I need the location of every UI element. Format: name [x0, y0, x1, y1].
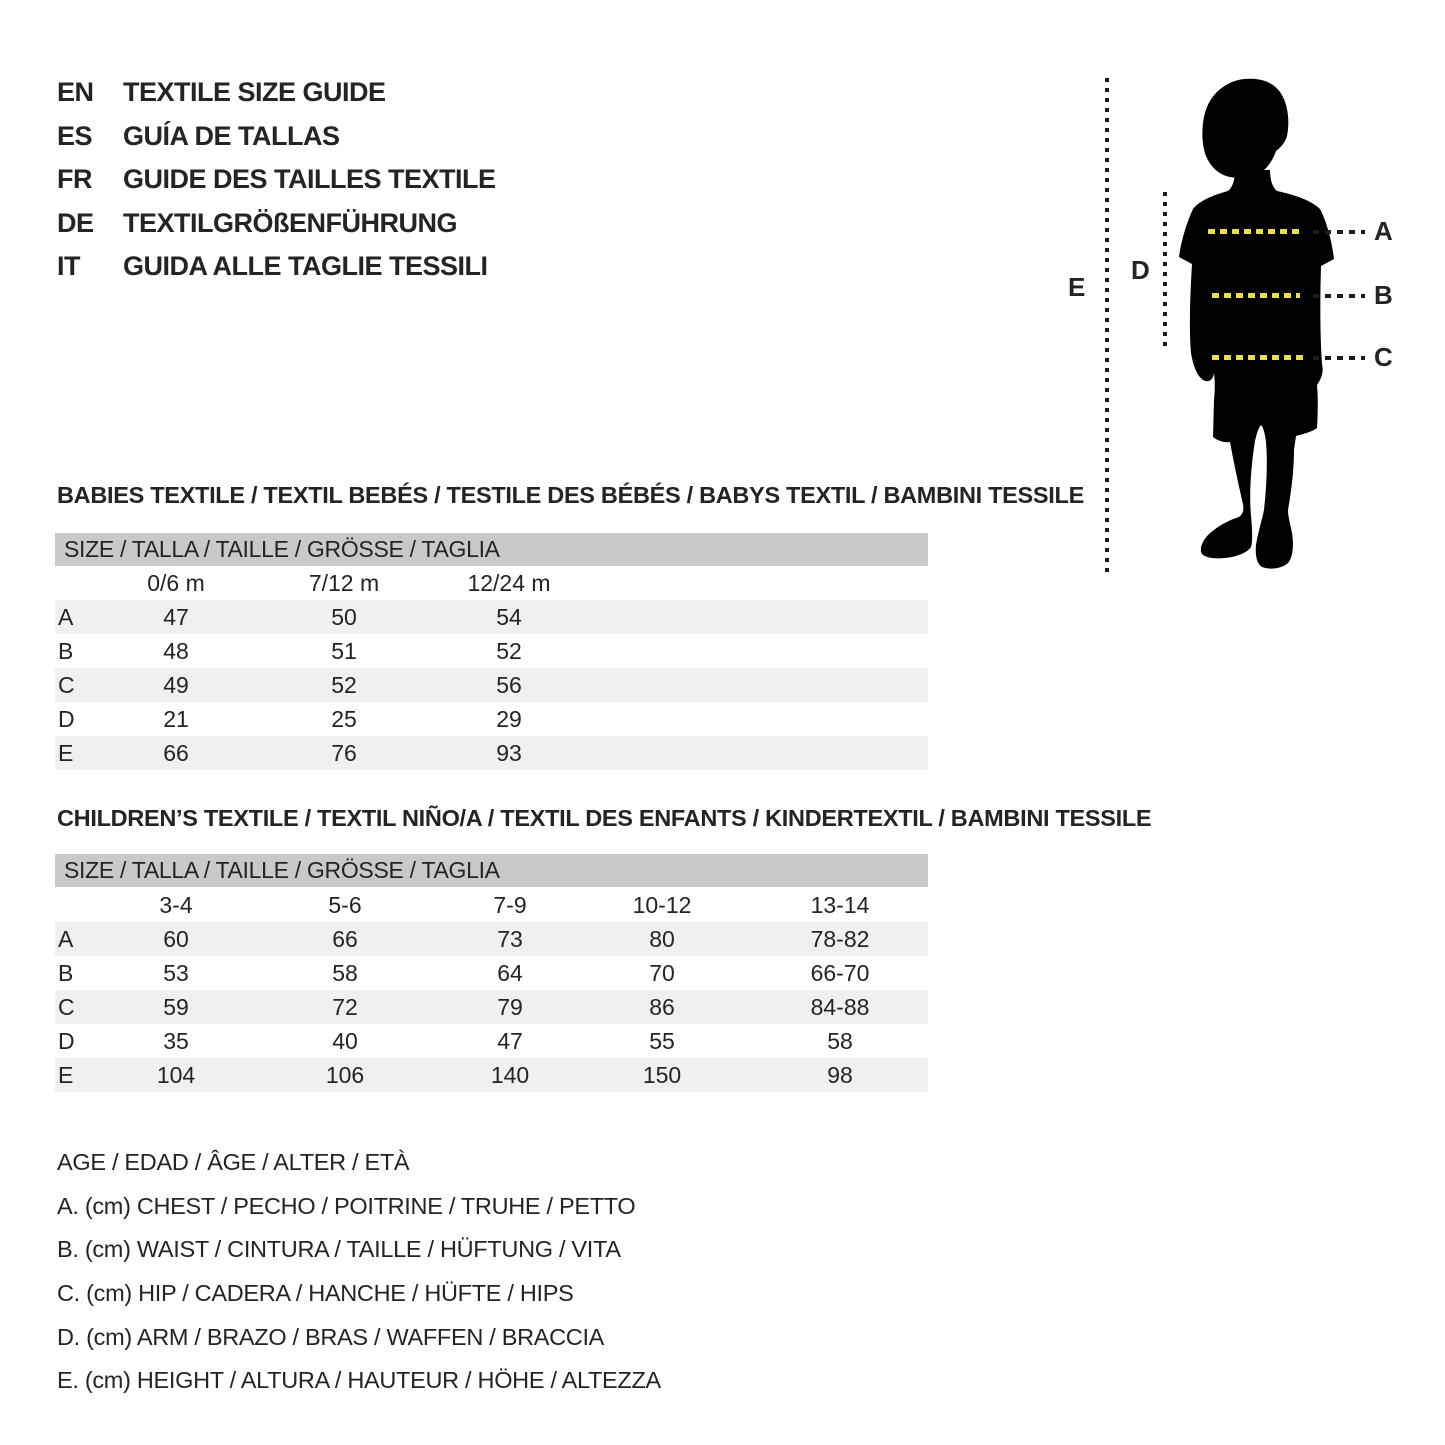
guide-title: TEXTILE SIZE GUIDE — [123, 77, 386, 108]
title-row-it — [57, 245, 496, 289]
legend-arm: D. (cm) ARM / BRAZO / BRAS / WAFFEN / BRACCIA — [57, 1323, 605, 1350]
size-value-cell: 52 — [496, 638, 522, 664]
language-code: FR — [57, 164, 92, 195]
row-label: C — [58, 672, 75, 698]
size-value-cell: 54 — [496, 604, 522, 630]
title-row-de — [57, 202, 496, 246]
waist-measure-line-B — [1212, 293, 1300, 298]
guide-title: GUIDE DES TAILLES TEXTILE — [123, 164, 496, 195]
size-value-cell: 80 — [649, 926, 675, 952]
children-column-headers — [55, 888, 928, 922]
hip-measure-leader-C — [1313, 356, 1365, 360]
size-value-cell: 52 — [331, 672, 357, 698]
size-value-cell: 70 — [649, 960, 675, 986]
size-value-cell: 66 — [332, 926, 358, 952]
table-row-E — [55, 736, 928, 770]
size-value-cell: 104 — [156, 1062, 196, 1088]
measure-label-e: E — [1068, 272, 1086, 302]
size-value-cell: 58 — [827, 1028, 853, 1054]
legend-hip: C. (cm) HIP / CADERA / HANCHE / HÜFTE / HIPS — [57, 1280, 574, 1307]
guide-title: TEXTILGRÖßENFÜHRUNG — [123, 207, 457, 238]
size-value-cell: 59 — [163, 994, 189, 1020]
row-label: D — [58, 706, 75, 732]
children-section-title: CHILDREN’S TEXTILE / TEXTIL NIÑO/A / TEXTIL DES ENFANTS / KINDERTEXTIL / BAMBINI TESSILE — [57, 805, 1152, 831]
row-label: D — [58, 1028, 75, 1054]
size-value-cell: 73 — [497, 926, 523, 952]
size-value-cell: 35 — [163, 1028, 189, 1054]
language-title-list — [57, 71, 496, 289]
size-value-cell: 49 — [163, 672, 189, 698]
size-value-cell: 98 — [827, 1062, 853, 1088]
size-value-cell: 58 — [332, 960, 358, 986]
measure-label-b: B — [1374, 280, 1393, 310]
size-value-cell: 84-88 — [810, 994, 870, 1020]
language-code: DE — [57, 207, 94, 238]
row-label: E — [58, 740, 74, 766]
size-value-cell: 72 — [332, 994, 358, 1020]
table-row-E — [55, 1058, 928, 1092]
size-value-cell: 53 — [163, 960, 189, 986]
table-row-B — [55, 956, 928, 990]
table-row-D — [55, 702, 928, 736]
guide-title: GUIDA ALLE TAGLIE TESSILI — [123, 251, 488, 282]
babies-size-header-bar: SIZE / TALLA / TAILLE / GRÖSSE / TAGLIA — [55, 533, 928, 566]
row-label: A — [58, 604, 74, 630]
size-value-cell: 50 — [331, 604, 357, 630]
size-value-cell: 93 — [496, 740, 522, 766]
table-row-A — [55, 600, 928, 634]
row-label: C — [58, 994, 75, 1020]
column-header: 0/6 m — [147, 570, 205, 596]
babies-size-table — [55, 600, 928, 770]
size-value-cell: 40 — [332, 1028, 358, 1054]
column-header: 12/24 m — [467, 570, 551, 596]
table-row-C — [55, 990, 928, 1024]
size-value-cell: 56 — [496, 672, 522, 698]
size-value-cell: 150 — [642, 1062, 682, 1088]
waist-measure-leader-B — [1313, 294, 1365, 298]
size-value-cell: 47 — [163, 604, 189, 630]
table-row-D — [55, 1024, 928, 1058]
title-row-en — [57, 71, 496, 115]
legend-height: E. (cm) HEIGHT / ALTURA / HAUTEUR / HÖHE / ALTEZZA — [57, 1367, 661, 1394]
measure-label-a: A — [1374, 216, 1393, 246]
babies-section-title: BABIES TEXTILE / TEXTIL BEBÉS / TESTILE DES BÉBÉS / BABYS TEXTIL / BAMBINI TESSILE — [57, 482, 1084, 508]
size-value-cell: 79 — [497, 994, 523, 1020]
column-header: 7/12 m — [308, 570, 380, 596]
size-value-cell: 66-70 — [810, 960, 870, 986]
language-code: IT — [57, 251, 80, 282]
table-row-A — [55, 922, 928, 956]
column-header: 3-4 — [159, 892, 193, 918]
column-header: 10-12 — [632, 892, 692, 918]
title-row-es — [57, 115, 496, 159]
children-size-header-bar: SIZE / TALLA / TAILLE / GRÖSSE / TAGLIA — [55, 854, 928, 887]
size-value-cell: 48 — [163, 638, 189, 664]
size-value-cell: 140 — [490, 1062, 530, 1088]
child-silhouette — [1170, 74, 1350, 579]
row-label: A — [58, 926, 74, 952]
measurement-legend — [57, 1141, 661, 1403]
row-label: B — [58, 638, 74, 664]
table-row-B — [55, 634, 928, 668]
size-value-cell: 64 — [497, 960, 523, 986]
chest-measure-leader-A — [1313, 230, 1365, 234]
legend-chest: A. (cm) CHEST / PECHO / POITRINE / TRUHE / PETTO — [57, 1192, 636, 1219]
hip-measure-line-C — [1212, 355, 1303, 360]
legend-age: AGE / EDAD / ÂGE / ALTER / ETÀ — [57, 1149, 410, 1176]
height-measure-line-E — [1105, 78, 1109, 572]
size-value-cell: 21 — [163, 706, 189, 732]
babies-column-headers — [55, 566, 928, 600]
column-header: 7-9 — [493, 892, 527, 918]
size-value-cell: 86 — [649, 994, 675, 1020]
size-value-cell: 76 — [331, 740, 357, 766]
size-value-cell: 55 — [649, 1028, 675, 1054]
size-value-cell: 29 — [496, 706, 522, 732]
measure-label-c: C — [1374, 342, 1393, 372]
children-size-table — [55, 922, 928, 1092]
row-label: B — [58, 960, 74, 986]
size-value-cell: 60 — [163, 926, 189, 952]
language-code: EN — [57, 77, 94, 108]
language-code: ES — [57, 120, 93, 151]
row-label: E — [58, 1062, 74, 1088]
chest-measure-line-A — [1208, 229, 1304, 234]
arm-measure-line-D — [1163, 192, 1167, 350]
size-value-cell: 25 — [331, 706, 357, 732]
table-row-C — [55, 668, 928, 702]
measure-label-d: D — [1131, 255, 1150, 285]
legend-waist: B. (cm) WAIST / CINTURA / TAILLE / HÜFTUNG / VITA — [57, 1236, 621, 1263]
guide-title: GUÍA DE TALLAS — [123, 120, 340, 151]
column-header: 13-14 — [810, 892, 870, 918]
size-value-cell: 47 — [497, 1028, 523, 1054]
size-value-cell: 78-82 — [810, 926, 870, 952]
size-value-cell: 66 — [163, 740, 189, 766]
column-header: 5-6 — [328, 892, 362, 918]
size-value-cell: 106 — [325, 1062, 365, 1088]
size-value-cell: 51 — [331, 638, 357, 664]
title-row-fr — [57, 158, 496, 202]
